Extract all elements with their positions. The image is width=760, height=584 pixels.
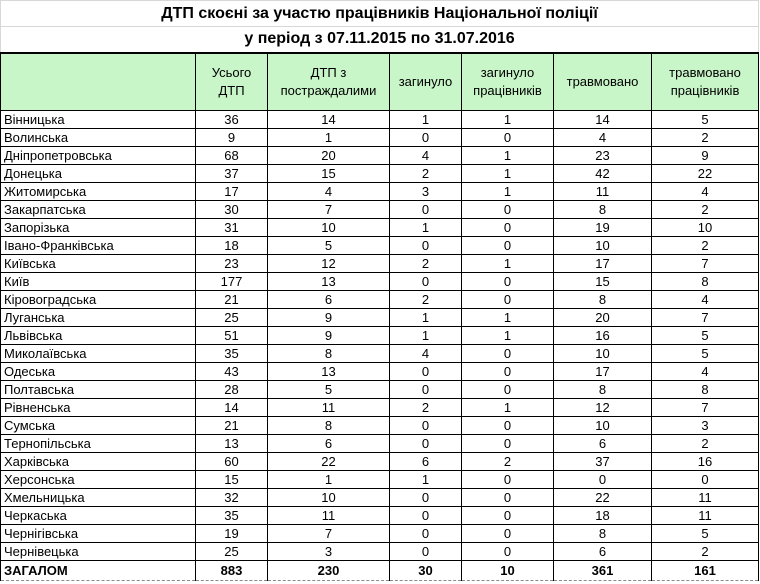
- value-cell: 2: [652, 435, 759, 453]
- value-cell: 0: [390, 381, 462, 399]
- table-row: [1, 543, 759, 561]
- value-cell: 0: [390, 129, 462, 147]
- value-cell: 68: [196, 147, 268, 165]
- value-cell: 3: [652, 417, 759, 435]
- value-cell: 8: [554, 291, 652, 309]
- table-row: [1, 291, 759, 309]
- region-cell: Запорізька: [1, 219, 196, 237]
- value-cell: 177: [196, 273, 268, 291]
- value-cell: 883: [196, 561, 268, 581]
- value-cell: 30: [196, 201, 268, 219]
- table-row: [1, 525, 759, 543]
- column-header: травмовано працівників: [652, 53, 759, 111]
- value-cell: 2: [462, 453, 554, 471]
- value-cell: 9: [196, 129, 268, 147]
- value-cell: 8: [554, 201, 652, 219]
- value-cell: 1: [462, 183, 554, 201]
- value-cell: 14: [268, 111, 390, 129]
- value-cell: 37: [196, 165, 268, 183]
- region-cell: Чернівецька: [1, 543, 196, 561]
- region-cell: Сумська: [1, 417, 196, 435]
- value-cell: 11: [268, 507, 390, 525]
- value-cell: 1: [462, 147, 554, 165]
- table-row: [1, 219, 759, 237]
- value-cell: 15: [554, 273, 652, 291]
- value-cell: 7: [268, 525, 390, 543]
- value-cell: 18: [554, 507, 652, 525]
- value-cell: 6: [268, 435, 390, 453]
- value-cell: 28: [196, 381, 268, 399]
- value-cell: 4: [390, 345, 462, 363]
- total-row: [1, 561, 759, 581]
- title-row-1: [1, 1, 759, 27]
- region-cell: Хмельницька: [1, 489, 196, 507]
- value-cell: 10: [554, 345, 652, 363]
- table-row: [1, 507, 759, 525]
- value-cell: 5: [268, 381, 390, 399]
- value-cell: 4: [652, 183, 759, 201]
- value-cell: 1: [390, 327, 462, 345]
- value-cell: 0: [462, 363, 554, 381]
- value-cell: 0: [462, 507, 554, 525]
- table-title-line1: ДТП скоєні за участю працівників Національної поліції: [1, 1, 759, 27]
- column-header: травмовано: [554, 53, 652, 111]
- region-cell: Херсонська: [1, 471, 196, 489]
- region-cell: Львівська: [1, 327, 196, 345]
- value-cell: 13: [268, 273, 390, 291]
- value-cell: 0: [462, 435, 554, 453]
- region-cell: Дніпропетровська: [1, 147, 196, 165]
- value-cell: 0: [462, 237, 554, 255]
- value-cell: 0: [462, 417, 554, 435]
- value-cell: 19: [196, 525, 268, 543]
- table-row: [1, 399, 759, 417]
- value-cell: 6: [554, 543, 652, 561]
- column-header-row: [1, 53, 759, 111]
- value-cell: 0: [390, 201, 462, 219]
- value-cell: 6: [554, 435, 652, 453]
- region-cell: Полтавська: [1, 381, 196, 399]
- value-cell: 12: [268, 255, 390, 273]
- value-cell: 361: [554, 561, 652, 581]
- value-cell: 43: [196, 363, 268, 381]
- column-header: загинуло: [390, 53, 462, 111]
- value-cell: 30: [390, 561, 462, 581]
- value-cell: 8: [268, 417, 390, 435]
- value-cell: 0: [462, 489, 554, 507]
- value-cell: 1: [462, 165, 554, 183]
- value-cell: 8: [268, 345, 390, 363]
- value-cell: 230: [268, 561, 390, 581]
- column-header: Усього ДТП: [196, 53, 268, 111]
- table-row: [1, 273, 759, 291]
- value-cell: 17: [554, 363, 652, 381]
- value-cell: 0: [462, 201, 554, 219]
- value-cell: 42: [554, 165, 652, 183]
- table-row: [1, 453, 759, 471]
- region-cell: Миколаївська: [1, 345, 196, 363]
- value-cell: 35: [196, 507, 268, 525]
- value-cell: 1: [390, 219, 462, 237]
- value-cell: 13: [196, 435, 268, 453]
- value-cell: 8: [652, 381, 759, 399]
- value-cell: 0: [390, 525, 462, 543]
- value-cell: 2: [390, 255, 462, 273]
- value-cell: 10: [462, 561, 554, 581]
- value-cell: 18: [196, 237, 268, 255]
- value-cell: 4: [554, 129, 652, 147]
- value-cell: 20: [268, 147, 390, 165]
- value-cell: 0: [390, 543, 462, 561]
- value-cell: 60: [196, 453, 268, 471]
- table-row: [1, 165, 759, 183]
- title-row-2: [1, 27, 759, 53]
- value-cell: 22: [268, 453, 390, 471]
- value-cell: 12: [554, 399, 652, 417]
- value-cell: 0: [462, 291, 554, 309]
- value-cell: 5: [652, 111, 759, 129]
- table-title-line2: у період з 07.11.2015 по 31.07.2016: [1, 27, 759, 53]
- value-cell: 3: [390, 183, 462, 201]
- value-cell: 1: [462, 399, 554, 417]
- value-cell: 5: [652, 345, 759, 363]
- value-cell: 2: [652, 201, 759, 219]
- value-cell: 35: [196, 345, 268, 363]
- value-cell: 0: [390, 237, 462, 255]
- value-cell: 9: [268, 327, 390, 345]
- value-cell: 6: [268, 291, 390, 309]
- value-cell: 0: [462, 381, 554, 399]
- value-cell: 7: [652, 309, 759, 327]
- value-cell: 21: [196, 417, 268, 435]
- region-cell: Вінницька: [1, 111, 196, 129]
- value-cell: 0: [462, 219, 554, 237]
- region-cell: Харківська: [1, 453, 196, 471]
- value-cell: 37: [554, 453, 652, 471]
- value-cell: 10: [652, 219, 759, 237]
- table-body: [1, 111, 759, 581]
- table-row: [1, 309, 759, 327]
- value-cell: 15: [268, 165, 390, 183]
- table-row: [1, 381, 759, 399]
- value-cell: 25: [196, 309, 268, 327]
- region-cell: Київ: [1, 273, 196, 291]
- table-row: [1, 363, 759, 381]
- value-cell: 11: [652, 507, 759, 525]
- value-cell: 10: [268, 219, 390, 237]
- region-cell: Київська: [1, 255, 196, 273]
- value-cell: 1: [390, 111, 462, 129]
- value-cell: 20: [554, 309, 652, 327]
- value-cell: 23: [554, 147, 652, 165]
- value-cell: 14: [196, 399, 268, 417]
- value-cell: 32: [196, 489, 268, 507]
- value-cell: 0: [462, 543, 554, 561]
- value-cell: 3: [268, 543, 390, 561]
- value-cell: 0: [554, 471, 652, 489]
- value-cell: 10: [268, 489, 390, 507]
- value-cell: 2: [652, 129, 759, 147]
- value-cell: 4: [652, 291, 759, 309]
- table-row: [1, 201, 759, 219]
- region-cell: Луганська: [1, 309, 196, 327]
- total-label-cell: ЗАГАЛОМ: [1, 561, 196, 581]
- region-cell: Івано-Франківська: [1, 237, 196, 255]
- value-cell: 9: [652, 147, 759, 165]
- value-cell: 25: [196, 543, 268, 561]
- value-cell: 0: [390, 435, 462, 453]
- table-row: [1, 435, 759, 453]
- value-cell: 0: [462, 273, 554, 291]
- region-column-header: [1, 53, 196, 111]
- value-cell: 17: [196, 183, 268, 201]
- region-cell: Закарпатська: [1, 201, 196, 219]
- value-cell: 1: [462, 309, 554, 327]
- value-cell: 10: [554, 237, 652, 255]
- value-cell: 16: [554, 327, 652, 345]
- value-cell: 31: [196, 219, 268, 237]
- value-cell: 0: [390, 489, 462, 507]
- table-row: [1, 255, 759, 273]
- table-row: [1, 327, 759, 345]
- region-cell: Чернігівська: [1, 525, 196, 543]
- value-cell: 51: [196, 327, 268, 345]
- value-cell: 6: [390, 453, 462, 471]
- value-cell: 161: [652, 561, 759, 581]
- value-cell: 4: [652, 363, 759, 381]
- value-cell: 2: [390, 399, 462, 417]
- table-row: [1, 147, 759, 165]
- value-cell: 22: [652, 165, 759, 183]
- value-cell: 17: [554, 255, 652, 273]
- value-cell: 2: [652, 543, 759, 561]
- value-cell: 0: [390, 417, 462, 435]
- value-cell: 9: [268, 309, 390, 327]
- value-cell: 5: [652, 525, 759, 543]
- value-cell: 1: [462, 111, 554, 129]
- table-header: [1, 1, 759, 111]
- value-cell: 16: [652, 453, 759, 471]
- value-cell: 1: [390, 471, 462, 489]
- region-cell: Одеська: [1, 363, 196, 381]
- value-cell: 1: [268, 129, 390, 147]
- value-cell: 1: [268, 471, 390, 489]
- value-cell: 8: [554, 525, 652, 543]
- table-row: [1, 237, 759, 255]
- value-cell: 0: [390, 507, 462, 525]
- value-cell: 19: [554, 219, 652, 237]
- value-cell: 4: [390, 147, 462, 165]
- region-cell: Житомирська: [1, 183, 196, 201]
- value-cell: 0: [652, 471, 759, 489]
- table-row: [1, 471, 759, 489]
- value-cell: 11: [652, 489, 759, 507]
- value-cell: 1: [462, 327, 554, 345]
- value-cell: 0: [462, 471, 554, 489]
- table-row: [1, 129, 759, 147]
- region-cell: Волинська: [1, 129, 196, 147]
- value-cell: 2: [390, 165, 462, 183]
- value-cell: 0: [462, 129, 554, 147]
- value-cell: 0: [462, 525, 554, 543]
- table-row: [1, 489, 759, 507]
- value-cell: 21: [196, 291, 268, 309]
- table-row: [1, 345, 759, 363]
- table-row: [1, 417, 759, 435]
- table-row: [1, 183, 759, 201]
- value-cell: 8: [554, 381, 652, 399]
- value-cell: 2: [390, 291, 462, 309]
- value-cell: 8: [652, 273, 759, 291]
- column-header: загинуло працівників: [462, 53, 554, 111]
- value-cell: 22: [554, 489, 652, 507]
- value-cell: 7: [268, 201, 390, 219]
- region-cell: Донецька: [1, 165, 196, 183]
- value-cell: 15: [196, 471, 268, 489]
- value-cell: 0: [462, 345, 554, 363]
- region-cell: Рівненська: [1, 399, 196, 417]
- value-cell: 7: [652, 399, 759, 417]
- value-cell: 23: [196, 255, 268, 273]
- value-cell: 1: [390, 309, 462, 327]
- value-cell: 7: [652, 255, 759, 273]
- value-cell: 0: [390, 273, 462, 291]
- value-cell: 5: [268, 237, 390, 255]
- value-cell: 36: [196, 111, 268, 129]
- value-cell: 11: [554, 183, 652, 201]
- value-cell: 11: [268, 399, 390, 417]
- table-row: [1, 111, 759, 129]
- column-header: ДТП з постраждалими: [268, 53, 390, 111]
- region-cell: Черкаська: [1, 507, 196, 525]
- value-cell: 2: [652, 237, 759, 255]
- region-cell: Тернопільська: [1, 435, 196, 453]
- value-cell: 5: [652, 327, 759, 345]
- value-cell: 14: [554, 111, 652, 129]
- value-cell: 1: [462, 255, 554, 273]
- value-cell: 10: [554, 417, 652, 435]
- region-cell: Кіровоградська: [1, 291, 196, 309]
- value-cell: 0: [390, 363, 462, 381]
- value-cell: 4: [268, 183, 390, 201]
- value-cell: 13: [268, 363, 390, 381]
